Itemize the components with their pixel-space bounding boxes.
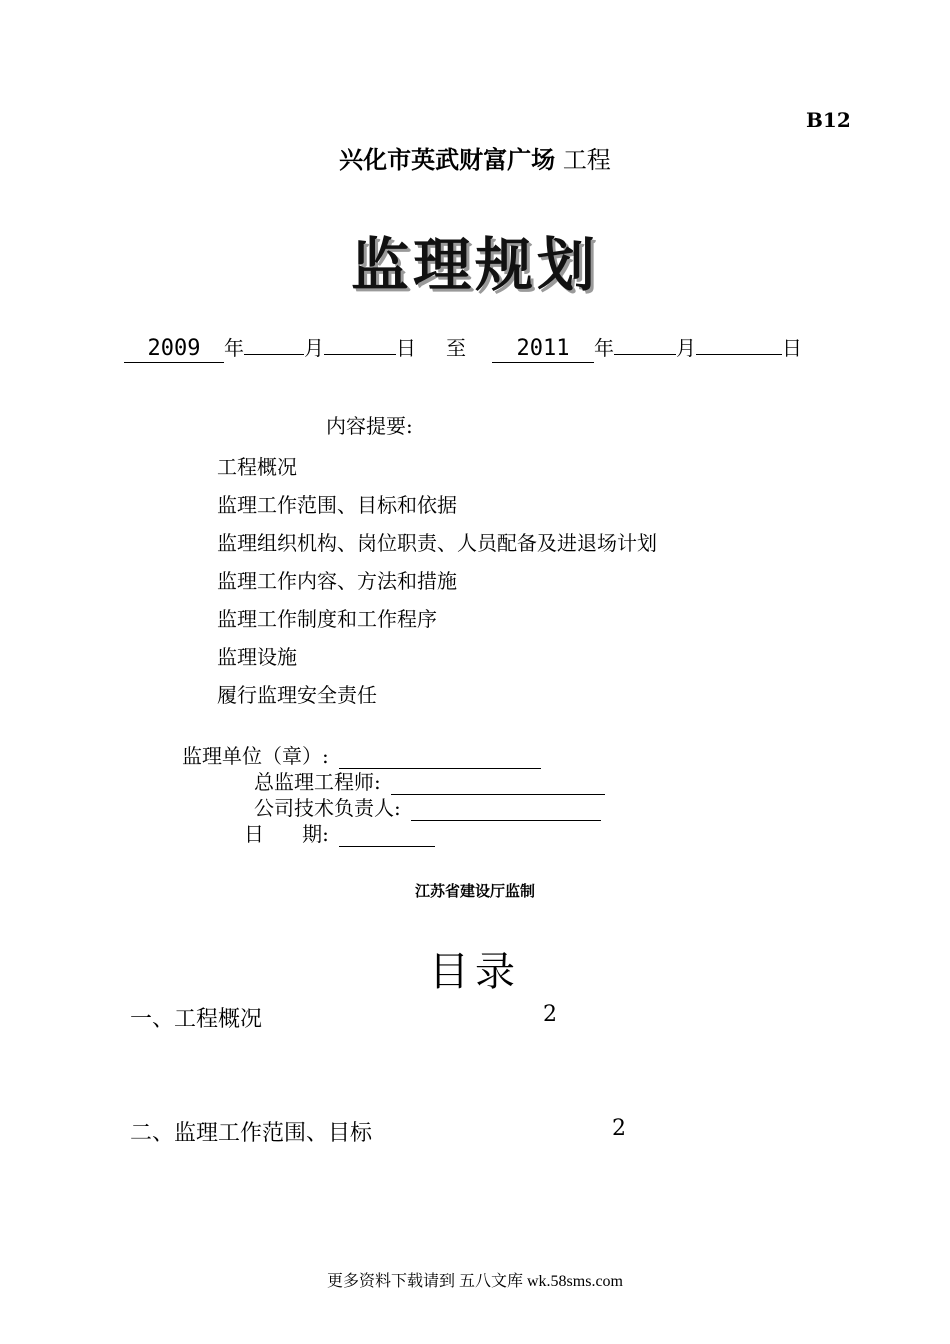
list-item: 监理设施	[217, 645, 297, 669]
signature-date-line	[339, 824, 435, 847]
signature-unit-label: 监理单位（章）:	[182, 744, 329, 768]
list-item: 工程概况	[217, 455, 297, 479]
signature-chief-label: 总监理工程师:	[254, 770, 381, 794]
end-month-label: 月	[676, 336, 696, 360]
start-month-label: 月	[304, 336, 324, 360]
summary-list	[217, 448, 657, 714]
list-item: 监理组织机构、岗位职责、人员配备及进退场计划	[217, 531, 657, 555]
list-item: 履行监理安全责任	[217, 683, 377, 707]
list-item: 监理工作内容、方法和措施	[217, 569, 457, 593]
toc-item-label: 二、监理工作范围、目标	[130, 1121, 373, 1146]
footer-link[interactable]: 更多资料下载请到 五八文库 wk.58sms.com	[326, 1273, 623, 1290]
start-year: 2009	[124, 336, 224, 363]
signature-date-label: 日 期:	[244, 822, 329, 846]
signature-date	[244, 818, 435, 847]
toc-title: 目录	[429, 949, 521, 995]
signature-tech-label: 公司技术负责人:	[254, 796, 401, 820]
date-range	[124, 332, 802, 363]
list-item: 监理工作制度和工作程序	[217, 607, 437, 631]
toc-item-page: 2	[612, 1116, 626, 1141]
start-day	[324, 354, 396, 355]
toc-item-page: 2	[543, 1002, 557, 1027]
document-title: 监理规划	[350, 231, 599, 299]
end-year-label: 年	[594, 336, 614, 360]
signature-tech-line	[411, 798, 601, 821]
signature-tech	[254, 792, 601, 821]
issuer: 江苏省建设厅监制	[414, 882, 535, 900]
form-code: B12	[806, 108, 851, 132]
start-year-label: 年	[224, 336, 244, 360]
signature-unit	[182, 740, 541, 769]
toc-item-label: 一、工程概况	[130, 1007, 263, 1032]
end-year: 2011	[492, 336, 594, 363]
to-label: 至	[446, 336, 466, 360]
start-month	[244, 354, 304, 355]
project-line	[0, 140, 950, 175]
end-day-label: 日	[782, 336, 802, 360]
end-month	[614, 354, 676, 355]
list-item: 监理工作范围、目标和依据	[217, 493, 457, 517]
end-day	[696, 354, 782, 355]
project-suffix: 工程	[562, 146, 611, 174]
signature-chief	[254, 766, 605, 795]
start-day-label: 日	[396, 336, 416, 360]
summary-heading: 内容提要:	[326, 414, 413, 438]
project-name: 兴化市英武财富广场	[339, 145, 556, 174]
